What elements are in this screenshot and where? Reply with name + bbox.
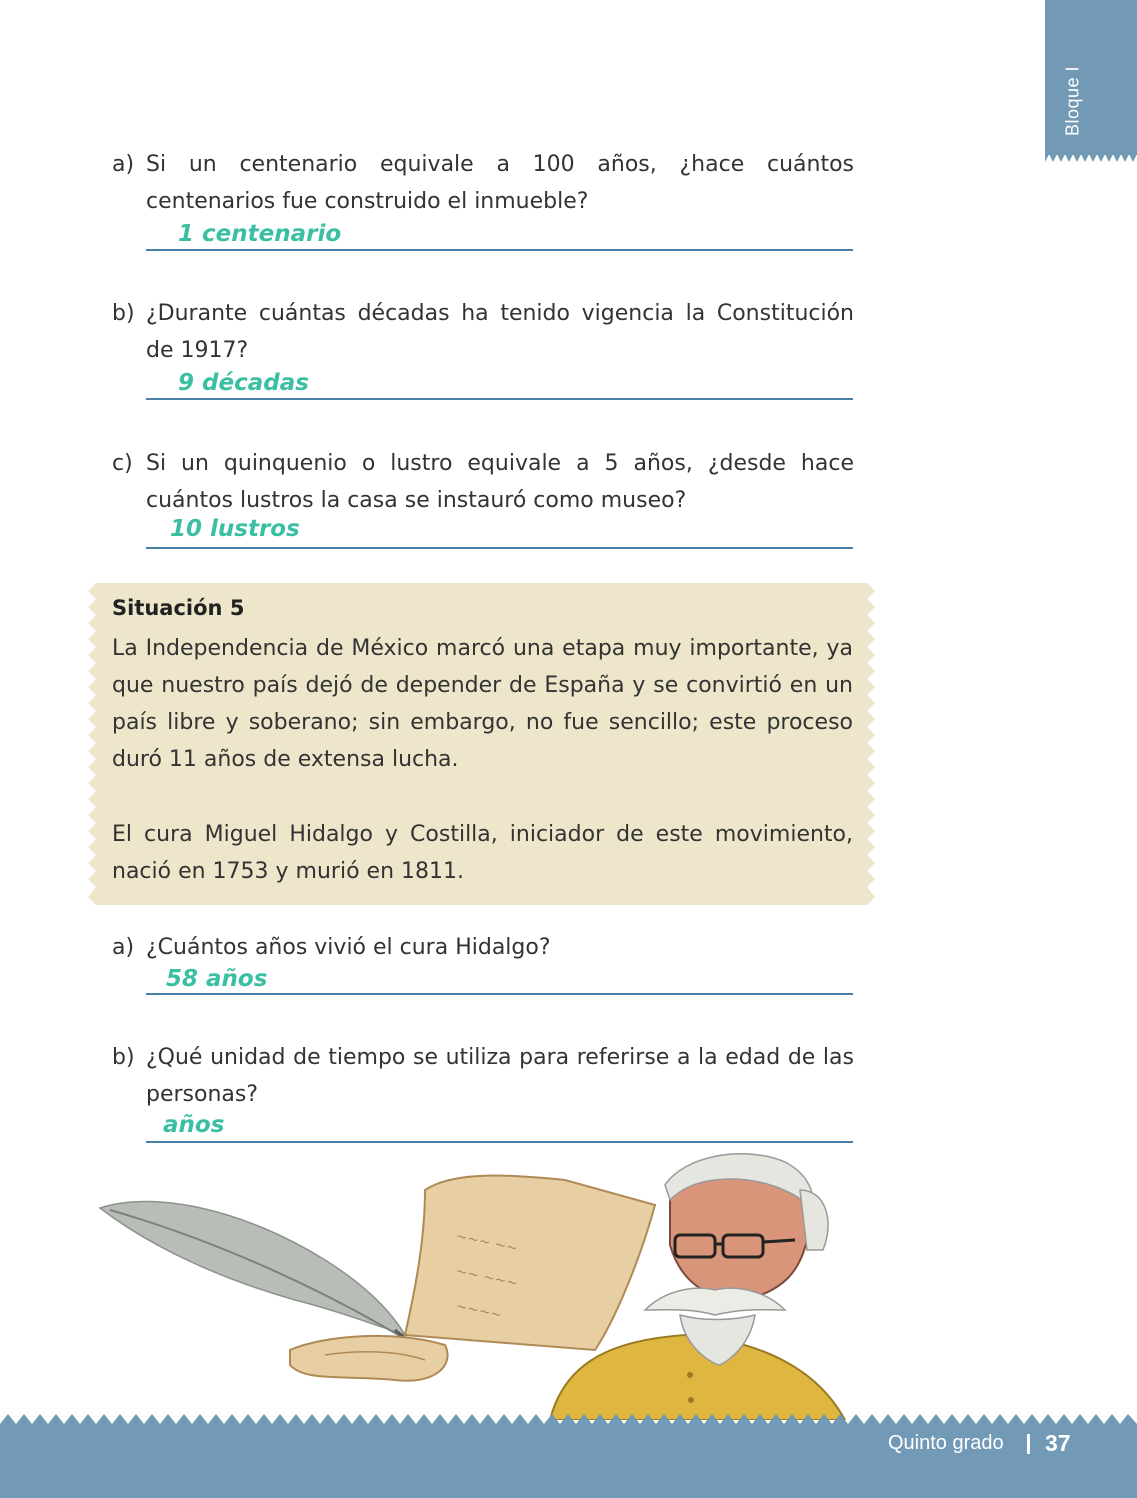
question-text: Si un centenario equivale a 100 años, ¿hace cuántos centenarios fue construido el inmueble? <box>146 152 854 214</box>
question-text: ¿Durante cuántas décadas ha tenido vigencia la Constitución de 1917? <box>146 301 854 363</box>
answer-line[interactable] <box>146 1141 853 1143</box>
question-letter: c) <box>112 451 133 476</box>
situation-title: Situación 5 <box>112 596 245 620</box>
question-text: Si un quinquenio o lustro equivale a 5 años, ¿desde hace cuántos lustros la casa se instauró como museo? <box>146 451 854 513</box>
footer-grade: Quinto grado <box>888 1432 1004 1454</box>
answer-text: 58 años <box>166 966 268 992</box>
svg-text:~~~~: ~~~~ <box>454 1298 504 1324</box>
answer-text: 1 centenario <box>178 221 342 247</box>
question-b-bottom <box>112 1039 854 1113</box>
question-text: ¿Qué unidad de tiempo se utiliza para referirse a la edad de las personas? <box>146 1045 854 1107</box>
question-letter: a) <box>112 152 135 177</box>
situation-paragraph-2: El cura Miguel Hidalgo y Costilla, iniciador de este movimiento, nació en 1753 y murió en 1811. <box>112 822 853 884</box>
svg-text:~~ ~~~: ~~ ~~~ <box>454 1263 520 1293</box>
situation-paragraph-1: La Independencia de México marcó una etapa muy importante, ya que nuestro país dejó de depender de España y se convirtió en un país libre y soberano; sin embargo, no fue sencillo; este proceso duró 11 años de extensa lucha. <box>112 636 853 772</box>
answer-line[interactable] <box>146 398 853 400</box>
question-letter: b) <box>112 1045 135 1070</box>
question-text: ¿Cuántos años vivió el cura Hidalgo? <box>146 935 551 960</box>
tab-zigzag-edge <box>1045 150 1137 164</box>
page-number: 37 <box>1045 1430 1071 1456</box>
question-a-top <box>112 146 854 220</box>
answer-line[interactable] <box>146 547 853 549</box>
footer-band <box>0 1412 1137 1498</box>
question-b-top <box>112 295 854 369</box>
question-a-bottom <box>112 929 854 966</box>
answer-text: años <box>163 1112 225 1138</box>
question-letter: a) <box>112 935 135 960</box>
question-letter: b) <box>112 301 135 326</box>
question-c-top <box>112 445 854 519</box>
bloque-label: Bloque I <box>1062 65 1083 137</box>
hidalgo-illustration <box>95 1150 935 1420</box>
svg-text:~~~ ~~: ~~~ ~~ <box>454 1228 520 1258</box>
quill-icon <box>100 1201 425 1355</box>
answer-line[interactable] <box>146 993 853 995</box>
answer-line[interactable] <box>146 249 853 251</box>
answer-text: 9 décadas <box>178 370 309 396</box>
answer-text: 10 lustros <box>170 516 300 542</box>
footer-separator <box>1027 1434 1030 1454</box>
